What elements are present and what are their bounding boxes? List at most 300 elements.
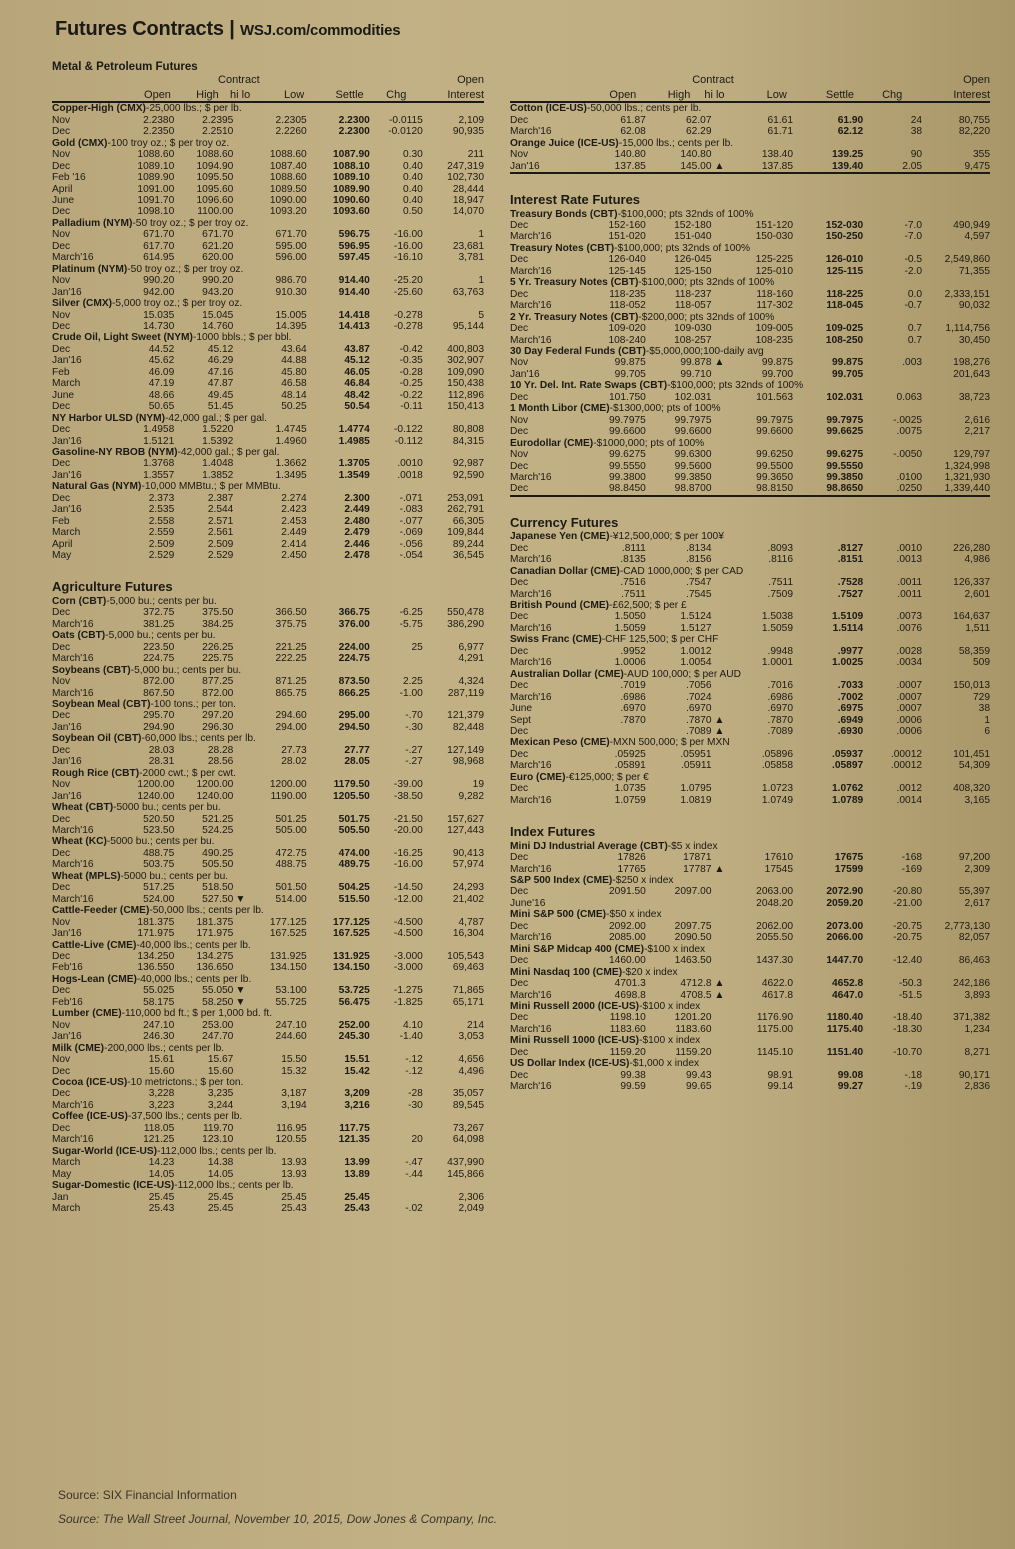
value-cell: 247.10 <box>275 1019 307 1031</box>
contract-spec: -$100,000; pts 32nds of 100% <box>614 242 751 254</box>
value-cell: 1.3852 <box>202 469 234 481</box>
value-cell <box>712 266 728 277</box>
value-cell: 2.480 <box>344 515 370 527</box>
contract-title <box>52 1008 484 1019</box>
value-cell: 108-235 <box>755 334 793 346</box>
value-cell: .8116 <box>768 554 793 566</box>
value-cell: 139.40 <box>832 160 864 172</box>
value-cell: 118-052 <box>609 300 646 312</box>
value-cell: 14.395 <box>275 320 307 332</box>
table-row <box>52 653 484 664</box>
table-row <box>510 886 990 897</box>
value-cell: 872.00 <box>202 687 234 699</box>
value-cell: 99.5600 <box>674 460 712 472</box>
contract-spec: -€125,000; $ per € <box>565 771 649 783</box>
value-cell: 98.8450 <box>609 483 646 495</box>
table-row <box>510 680 990 691</box>
month-cell: Nov <box>52 229 71 241</box>
value-cell <box>712 783 728 794</box>
value-cell: 1.3495 <box>275 469 307 481</box>
section-rule <box>510 172 990 174</box>
value-cell: 1.4774 <box>338 424 370 436</box>
value-cell: -169 <box>901 863 923 875</box>
contract-title <box>510 103 990 114</box>
contract-title <box>510 209 990 220</box>
value-cell <box>233 1169 247 1180</box>
left-column <box>52 58 484 1214</box>
header-open: Open <box>114 87 171 102</box>
contract-spec: -$100 x index <box>639 1035 701 1047</box>
value-cell: 2,217 <box>964 426 990 438</box>
value-cell: 99.6300 <box>674 449 712 461</box>
value-cell: 1088.10 <box>333 160 370 172</box>
value-cell: 1201.20 <box>674 1012 712 1024</box>
table-row <box>510 978 990 989</box>
value-cell: 98,968 <box>452 756 484 768</box>
value-cell: 223.50 <box>143 641 175 653</box>
contract-title <box>52 138 484 149</box>
value-cell: 865.75 <box>275 687 307 699</box>
table-row <box>510 289 990 300</box>
value-cell: .9977 <box>837 645 864 657</box>
value-cell: 2.509 <box>207 538 234 550</box>
value-cell: 129,797 <box>953 449 990 461</box>
month-cell: Dec <box>510 1046 529 1058</box>
table-row <box>52 779 484 790</box>
value-cell: 1.5127 <box>680 622 712 634</box>
contract-spec: -112,000 lbs.; cents per lb. <box>157 1145 277 1157</box>
value-cell: 63,763 <box>452 286 484 298</box>
value-cell: -.12 <box>405 1054 423 1066</box>
month-cell: March'16 <box>510 334 552 346</box>
table-row <box>52 791 484 802</box>
table-row <box>510 726 990 737</box>
value-cell <box>233 1134 247 1145</box>
month-cell: March <box>52 378 81 390</box>
value-cell: 80,755 <box>958 114 990 126</box>
month-cell: Dec <box>52 744 71 756</box>
table-row <box>510 760 990 771</box>
value-cell: 25.45 <box>344 1191 370 1203</box>
contract-table <box>510 921 990 944</box>
value-cell: 990.20 <box>202 275 234 287</box>
value-cell: 2,549,860 <box>944 254 990 266</box>
month-cell: Jan'16 <box>52 435 82 447</box>
value-cell: 287,119 <box>447 687 484 699</box>
contract-name: Sugar-Domestic (ICE-US) <box>52 1180 175 1192</box>
column-header-row-2 <box>510 87 990 102</box>
contract-title <box>510 634 990 645</box>
value-cell: 1463.50 <box>674 955 712 967</box>
value-cell: 45.12 <box>207 343 234 355</box>
value-cell: 1.0012 <box>680 645 712 657</box>
month-cell: Nov <box>510 149 529 161</box>
value-cell: 3,209 <box>344 1088 370 1100</box>
contract-spec: -$100,000; pts 32nds of 100% <box>617 208 754 220</box>
right-column <box>510 58 990 1093</box>
value-cell <box>233 436 247 447</box>
value-cell: 943.20 <box>202 286 234 298</box>
value-cell <box>233 917 247 928</box>
contract-spec: -50,000 lbs.; cents per lb. <box>586 103 702 115</box>
contract-title <box>52 264 484 275</box>
value-cell: 25.45 <box>207 1202 234 1214</box>
contract-name: Cattle-Feeder (CME) <box>52 905 150 917</box>
table-row <box>52 710 484 721</box>
value-cell: 295.00 <box>338 710 370 722</box>
table-row <box>510 300 990 311</box>
contract-table <box>52 1157 484 1180</box>
value-cell: .7516 <box>620 577 646 589</box>
contract-name: British Pound (CME) <box>510 600 610 612</box>
value-cell <box>233 241 247 252</box>
value-cell: 1200.00 <box>196 779 234 791</box>
value-cell <box>233 172 247 183</box>
table-row <box>510 955 990 966</box>
value-cell <box>712 657 728 668</box>
contract-name: 10 Yr. Del. Int. Rate Swaps (CBT) <box>510 380 668 392</box>
header-contract: Contract <box>218 74 260 87</box>
table-row <box>52 550 484 561</box>
contract-spec: -$1000,000; pts of 100% <box>593 437 705 449</box>
table-row <box>52 539 484 550</box>
value-cell: 56.475 <box>338 996 370 1008</box>
header-settle: Settle <box>304 87 364 102</box>
value-cell: 126,337 <box>953 577 990 589</box>
value-cell: 18,947 <box>452 194 484 206</box>
value-cell: 1091.00 <box>137 183 175 195</box>
month-cell: Dec <box>52 320 71 332</box>
header-interest: Interest <box>902 87 990 102</box>
header-blank2 <box>52 87 114 102</box>
contract-table <box>52 848 484 871</box>
value-cell: 201,643 <box>953 368 990 380</box>
value-cell: 1.5114 <box>832 622 864 634</box>
contract-table <box>510 749 990 772</box>
table-row <box>52 688 484 699</box>
value-cell: 84,315 <box>452 435 484 447</box>
value-cell: ▲ <box>714 357 725 369</box>
contract-spec: -110,000 bd ft.; $ per 1,000 bd. ft. <box>121 1008 273 1020</box>
value-cell: 1.0735 <box>614 783 646 795</box>
value-cell: 489.75 <box>338 859 370 871</box>
value-cell: 61.71 <box>767 126 793 138</box>
month-cell: Dec <box>52 813 71 825</box>
value-cell: .7870 <box>767 714 793 726</box>
value-cell: -.069 <box>399 527 423 539</box>
value-cell: 2.2380 <box>143 114 175 126</box>
value-cell: 102.031 <box>826 391 864 403</box>
month-cell: Nov <box>52 1054 71 1066</box>
value-cell: 28.02 <box>281 756 307 768</box>
month-cell: March'16 <box>52 859 94 871</box>
value-cell: 2085.00 <box>609 932 646 944</box>
contract-table <box>510 646 990 669</box>
section-title: Index Futures <box>510 824 596 840</box>
value-cell: 1091.70 <box>137 194 175 206</box>
month-cell: Dec <box>510 645 529 657</box>
table-row <box>510 161 990 172</box>
value-cell <box>233 550 247 561</box>
value-cell <box>233 321 247 332</box>
value-cell: 15.51 <box>344 1054 370 1066</box>
contract-title <box>52 413 484 424</box>
value-cell: .05896 <box>761 748 793 760</box>
value-cell <box>233 527 247 538</box>
value-cell: 224.75 <box>338 653 370 665</box>
value-cell: 1098.10 <box>137 206 175 218</box>
value-cell <box>233 745 247 756</box>
contract-spec: -CAD 1000,000; $ per CAD <box>619 565 744 577</box>
value-cell: 150,013 <box>953 680 990 692</box>
contract-spec: -200,000 lbs.; cents per lb. <box>104 1042 225 1054</box>
value-cell: .6986 <box>767 691 793 703</box>
month-cell: Dec <box>52 847 71 859</box>
value-cell: 121.35 <box>338 1134 370 1146</box>
value-cell: .7002 <box>837 691 864 703</box>
value-cell: -1.275 <box>393 985 423 997</box>
value-cell: -.056 <box>399 538 423 550</box>
value-cell: 0.30 <box>402 149 423 161</box>
value-cell: 13.93 <box>281 1157 307 1169</box>
contract-spec: -5,000 bu.; cents per bu. <box>105 630 216 642</box>
month-cell: Dec <box>510 577 529 589</box>
value-cell: 872.00 <box>143 676 175 688</box>
value-cell: 1447.70 <box>826 955 864 967</box>
value-cell: 1.4745 <box>275 424 307 436</box>
value-cell: -168 <box>901 852 923 864</box>
table-row <box>510 415 990 426</box>
value-cell: 0.7 <box>907 323 923 335</box>
contract-name: Eurodollar (CME) <box>510 437 594 449</box>
table-row <box>510 543 990 554</box>
value-cell <box>712 760 728 771</box>
contract-spec: -5,000 bu.; cents per bu. <box>106 595 217 607</box>
month-cell: Nov <box>52 916 71 928</box>
value-cell: .05951 <box>680 748 712 760</box>
table-row <box>52 390 484 401</box>
value-cell: .0007 <box>896 680 923 692</box>
value-cell: 520.50 <box>143 813 175 825</box>
contract-name: Natural Gas (NYM) <box>52 481 142 493</box>
value-cell: 2.509 <box>148 538 175 550</box>
value-cell: 47.87 <box>207 378 234 390</box>
contract-spec: -50 troy oz.; $ per troy oz. <box>132 217 249 229</box>
value-cell <box>233 1157 247 1168</box>
table-row <box>52 928 484 939</box>
value-cell: -20.75 <box>893 932 923 944</box>
value-cell: 99.710 <box>680 368 712 380</box>
value-cell: 99.6600 <box>674 426 712 438</box>
value-cell: 57,974 <box>452 859 484 871</box>
value-cell: 1176.90 <box>756 1012 793 1024</box>
value-cell <box>233 1031 247 1042</box>
value-cell: 181.375 <box>137 916 175 928</box>
contract-spec: -10 metrictons.; $ per ton. <box>127 1076 244 1088</box>
value-cell: 44.88 <box>281 355 307 367</box>
value-cell <box>233 470 247 481</box>
value-cell: 375.50 <box>202 607 234 619</box>
value-cell: -16.25 <box>393 847 423 859</box>
value-cell: 99.65 <box>686 1081 712 1093</box>
contract-table <box>510 289 990 312</box>
contract-spec: -5000 bu.; cents per bu. <box>120 870 229 882</box>
contract-name: Treasury Notes (CBT) <box>510 242 615 254</box>
value-cell <box>233 161 247 172</box>
contract-name: US Dollar Index (ICE-US) <box>510 1058 630 1070</box>
value-cell: 99.6275 <box>609 449 646 461</box>
month-cell: Nov <box>52 1019 71 1031</box>
contract-spec: -2000 cwt.; $ per cwt. <box>139 767 236 779</box>
month-cell: Dec <box>510 726 529 738</box>
value-cell: 3,187 <box>281 1088 307 1100</box>
contract-title <box>52 596 484 607</box>
header-contract: Contract <box>692 74 734 87</box>
value-cell: 2.2305 <box>275 114 307 126</box>
value-cell: 61.90 <box>837 114 864 126</box>
value-cell: 140.80 <box>680 149 712 161</box>
value-cell: 45.80 <box>281 366 307 378</box>
value-cell: 47.19 <box>148 378 175 390</box>
value-cell: 1088.60 <box>196 149 234 161</box>
value-cell <box>712 426 728 437</box>
value-cell: 138.40 <box>761 149 793 161</box>
contract-name: Mini DJ Industrial Average (CBT) <box>510 840 668 852</box>
contract-title <box>510 1001 990 1012</box>
value-cell: 1087.40 <box>269 160 307 172</box>
section-title: Currency Futures <box>510 514 619 530</box>
value-cell: 54,309 <box>958 760 990 772</box>
value-cell: 25.43 <box>281 1202 307 1214</box>
value-cell: 99.705 <box>832 368 864 380</box>
value-cell: 38 <box>910 126 923 138</box>
month-cell: Feb '16 <box>52 172 86 184</box>
contract-name: Milk (CME) <box>52 1042 105 1054</box>
value-cell: 1.3768 <box>143 458 175 470</box>
value-cell: -.30 <box>405 721 423 733</box>
value-cell: 99.875 <box>832 357 864 369</box>
value-cell: 505.50 <box>338 825 370 836</box>
value-cell <box>712 1012 728 1023</box>
value-cell: 17871 <box>683 852 712 864</box>
value-cell: 121.25 <box>143 1134 175 1146</box>
table-row <box>510 623 990 634</box>
value-cell: 14.413 <box>338 320 370 332</box>
value-cell: 123.10 <box>202 1134 234 1146</box>
value-cell: 621.20 <box>202 240 234 252</box>
month-cell: Jan'16 <box>52 1031 82 1043</box>
value-cell: 125-115 <box>826 265 864 277</box>
value-cell: 14,070 <box>452 206 484 218</box>
value-cell: 97,200 <box>958 852 990 864</box>
value-cell: 98.8150 <box>756 483 793 495</box>
table-row <box>510 646 990 657</box>
value-cell: 25.45 <box>281 1191 307 1203</box>
contract-table <box>510 577 990 600</box>
value-cell: 46.58 <box>281 378 307 390</box>
value-cell: 109,844 <box>447 527 484 539</box>
value-cell: 986.70 <box>275 275 307 287</box>
value-cell: 6 <box>984 726 990 738</box>
value-cell: -14.50 <box>393 882 423 894</box>
value-cell <box>712 461 728 472</box>
value-cell: 1090.00 <box>269 194 307 206</box>
value-cell: ▲ <box>714 160 725 172</box>
value-cell: 490.25 <box>202 847 234 859</box>
table-row <box>510 657 990 668</box>
value-cell: 125-010 <box>755 265 793 277</box>
header-hilo: hi lo <box>690 87 738 102</box>
value-cell: -25.60 <box>393 286 423 298</box>
value-cell: 3,223 <box>148 1099 175 1111</box>
contract-spec: -42,000 gal.; $ per gal. <box>177 446 280 458</box>
value-cell: .6970 <box>767 703 793 715</box>
value-cell: 2.478 <box>344 550 370 562</box>
header-high: High <box>636 87 690 102</box>
value-cell: -12.00 <box>393 893 423 905</box>
month-cell: Dec <box>52 882 71 894</box>
value-cell: 13.93 <box>281 1168 307 1180</box>
value-cell: .7870 <box>620 714 646 726</box>
table-row <box>510 932 990 943</box>
value-cell: 1200.00 <box>269 779 307 791</box>
value-cell: 14.05 <box>207 1168 234 1180</box>
value-cell: 1095.60 <box>196 183 234 195</box>
value-cell: 597.45 <box>338 252 370 264</box>
value-cell: 2.446 <box>344 538 370 550</box>
value-cell: .7019 <box>620 680 646 692</box>
table-row <box>52 917 484 928</box>
value-cell: 1095.50 <box>196 172 234 184</box>
month-cell: March <box>52 527 81 539</box>
value-cell: 65,171 <box>452 996 484 1008</box>
value-cell: 1.0054 <box>680 657 712 669</box>
value-cell: 504.25 <box>338 882 370 894</box>
contract-table <box>510 357 990 380</box>
value-cell: -21.50 <box>393 813 423 825</box>
contract-spec: -50 troy oz.; $ per troy oz. <box>127 263 244 275</box>
contract-table <box>52 1020 484 1043</box>
month-cell: March'16 <box>52 893 94 905</box>
value-cell: 3,244 <box>207 1099 234 1111</box>
value-cell: 131.925 <box>333 950 370 962</box>
header-interest: Interest <box>406 87 484 102</box>
contract-name: Mini Russell 1000 (ICE-US) <box>510 1035 640 1047</box>
value-cell: -0.42 <box>399 343 423 355</box>
contract-table <box>52 676 484 699</box>
contract-title <box>52 332 484 343</box>
table-row <box>510 715 990 726</box>
value-cell: 294.60 <box>275 710 307 722</box>
contract-name: Platinum (NYM) <box>52 263 128 275</box>
value-cell: 1.3662 <box>275 458 307 470</box>
value-cell: 89,545 <box>452 1099 484 1111</box>
value-cell: 99.875 <box>761 357 793 369</box>
value-cell: 501.50 <box>275 882 307 894</box>
contract-spec: -5,000 bu.; cents per bu. <box>130 664 242 676</box>
value-cell <box>233 516 247 527</box>
month-cell: Dec <box>510 542 529 554</box>
value-cell: .00012 <box>890 760 923 772</box>
value-cell: ▼ <box>235 893 246 905</box>
value-cell: .05911 <box>681 760 712 772</box>
value-cell: -4.500 <box>393 928 423 940</box>
value-cell: 914.40 <box>338 275 370 287</box>
value-cell: 2.558 <box>148 515 175 527</box>
value-cell: 2,836 <box>964 1081 990 1093</box>
value-cell: 171.975 <box>196 928 234 940</box>
value-cell: 1.0819 <box>680 794 712 806</box>
